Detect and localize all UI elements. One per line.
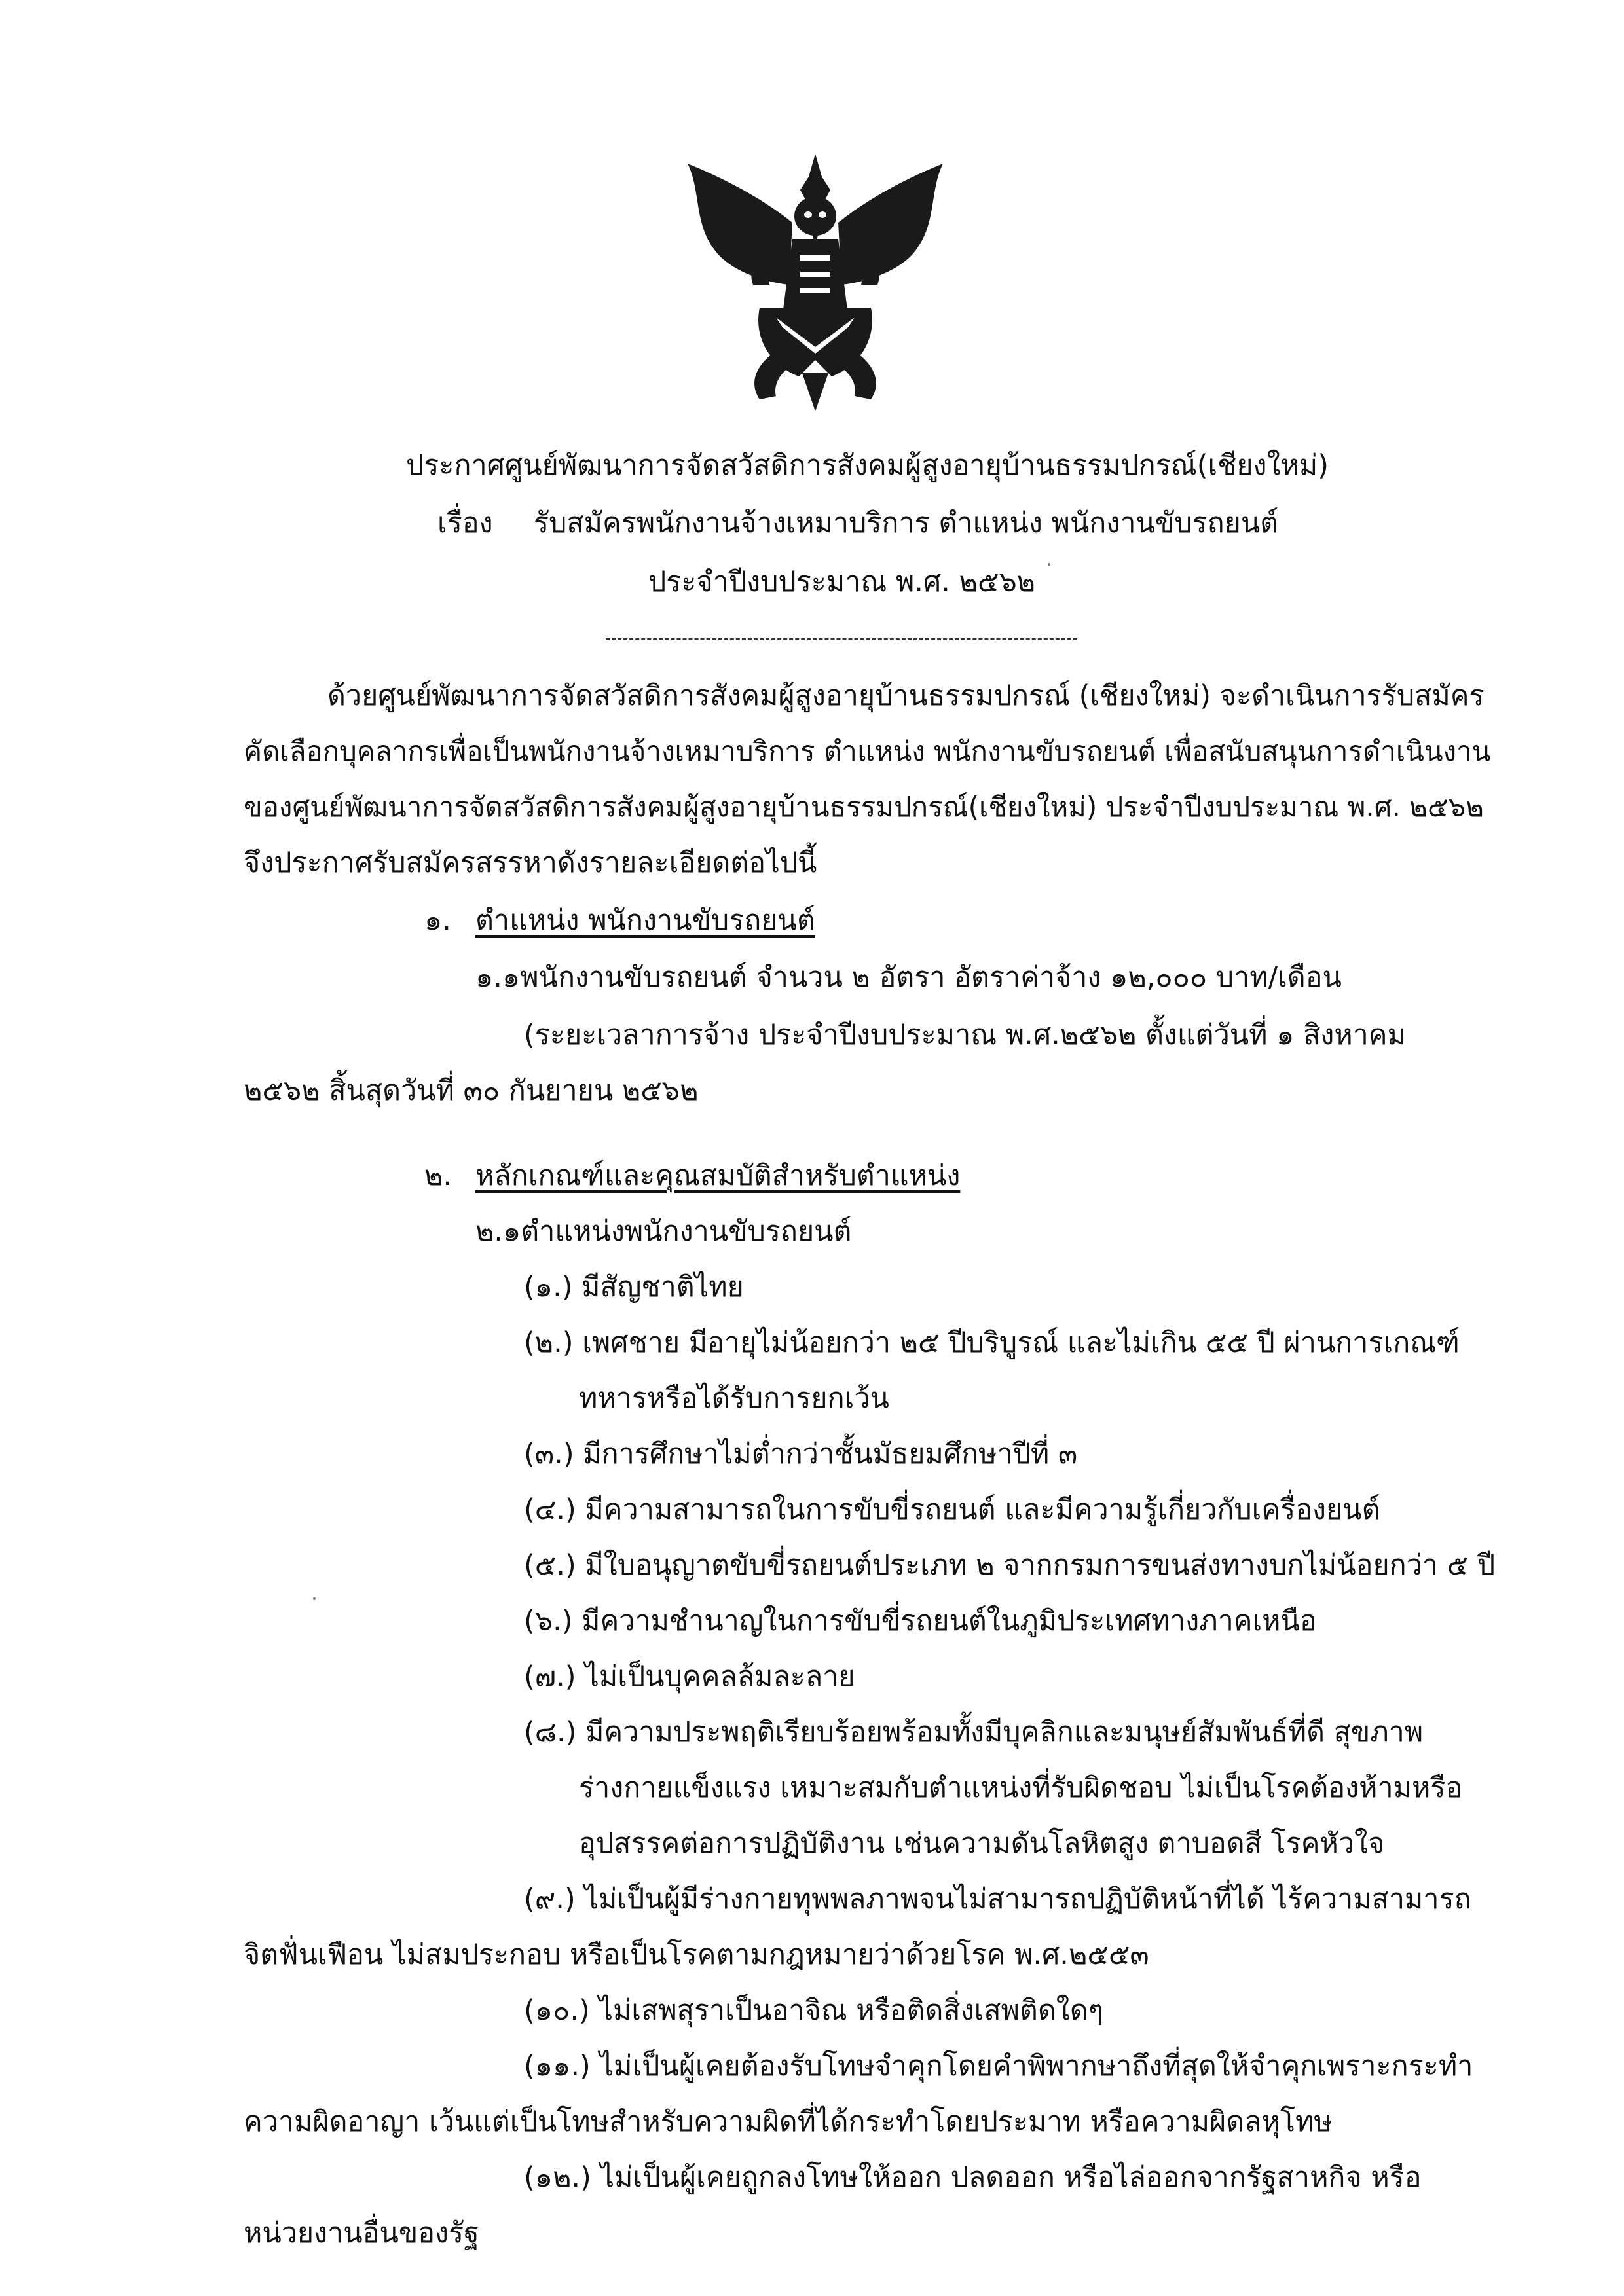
intro-line-4: จึงประกาศรับสมัครสรรหาดังรายละเอียดต่อไปนี้ <box>244 847 817 879</box>
qualification-11-line-2: ความผิดอาญา เว้นแต่เป็นโทษสำหรับความผิดที่ได้กระทำโดยประมาท หรือความผิดลหุโทษ <box>244 2105 1333 2138</box>
qualification-12-line-1: (๑๒.) ไม่เป็นผู้เคยถูกลงโทษให้ออก ปลดออก หรือไล่ออกจากรัฐสาหกิจ หรือ <box>524 2161 1422 2194</box>
section-1-period-line-1: (ระยะเวลาการจ้าง ประจำปีงบประมาณ พ.ศ.๒๕๖๒ ตั้งแต่วันที่ ๑ สิงหาคม <box>524 1019 1406 1051</box>
qualification-12-line-2: หน่วยงานอื่นของรัฐ <box>244 2217 479 2250</box>
section-1-number: ๑. <box>424 904 451 937</box>
section-2-number: ๒. <box>424 1159 452 1192</box>
announcement-title: ประกาศศูนย์พัฒนาการจัดสวัสดิการสังคมผู้สูงอายุบ้านธรรมปกรณ์(เชียงใหม่) <box>406 449 1329 482</box>
intro-line-1: ด้วยศูนย์พัฒนาการจัดสวัสดิการสังคมผู้สูงอายุบ้านธรรมปกรณ์ (เชียงใหม่) จะดำเนินการรับสมัคร <box>327 680 1485 712</box>
qualification-1: (๑.) มีสัญชาติไทย <box>524 1271 744 1303</box>
garuda-emblem-icon <box>661 151 969 412</box>
qualification-2-line-1: (๒.) เพศชาย มีอายุไม่น้อยกว่า ๒๕ ปีบริบูรณ์ และไม่เกิน ๕๕ ปี ผ่านการเกณฑ์ <box>524 1326 1460 1359</box>
qualification-11-line-1: (๑๑.) ไม่เป็นผู้เคยต้องรับโทษจำคุกโดยคำพิพากษาถึงที่สุดให้จำคุกเพราะกระทำ <box>524 2050 1473 2083</box>
section-1-heading: ตำแหน่ง พนักงานขับรถยนต์ <box>475 904 815 937</box>
subject-label: เรื่อง <box>437 507 493 539</box>
qualification-5: (๕.) มีใบอนุญาตขับขี่รถยนต์ประเภท ๒ จากกรมการขนส่งทางบกไม่น้อยกว่า ๕ ปี <box>524 1549 1496 1582</box>
qualification-7: (๗.) ไม่เป็นบุคคลล้มละลาย <box>524 1660 855 1693</box>
section-1-period-line-2: ๒๕๖๒ สิ้นสุดวันที่ ๓๐ กันยายน ๒๕๖๒ <box>244 1074 699 1107</box>
section-2-heading: หลักเกณฑ์และคุณสมบัติสำหรับตำแหน่ง <box>475 1159 961 1192</box>
qualification-2-line-2: ทหารหรือได้รับการยกเว้น <box>579 1382 889 1415</box>
qualification-8-line-1: (๘.) มีความประพฤติเรียบร้อยพร้อมทั้งมีบุคลิกและมนุษย์สัมพันธ์ที่ดี สุขภาพ <box>524 1716 1424 1749</box>
scan-speck <box>1048 563 1050 566</box>
subject-text: รับสมัครพนักงานจ้างเหมาบริการ ตำแหน่ง พนักงานขับรถยนต์ <box>534 507 1279 539</box>
intro-line-2: คัดเลือกบุคลากรเพื่อเป็นพนักงานจ้างเหมาบริการ ตำแหน่ง พนักงานขับรถยนต์ เพื่อสนับสนุนการดำเนินงาน <box>244 735 1491 767</box>
fiscal-year: ประจำปีงบประมาณ พ.ศ. ๒๕๖๒ <box>648 566 1036 598</box>
header-divider <box>606 638 1077 640</box>
qualification-6: (๖.) มีความชำนาญในการขับขี่รถยนต์ในภูมิประเทศทางภาคเหนือ <box>524 1605 1317 1637</box>
section-2-sub: ๒.๑ตำแหน่งพนักงานขับรถยนต์ <box>475 1215 852 1248</box>
qualification-8-line-2: ร่างกายแข็งแรง เหมาะสมกับตำแหน่งที่รับผิดชอบ ไม่เป็นโรคต้องห้ามหรือ <box>579 1772 1463 1804</box>
qualification-9-line-2: จิตฟั่นเฟือน ไม่สมประกอบ หรือเป็นโรคตามกฎหมายว่าด้วยโรค พ.ศ.๒๕๕๓ <box>244 1939 1149 1971</box>
intro-line-3: ของศูนย์พัฒนาการจัดสวัสดิการสังคมผู้สูงอายุบ้านธรรมปกรณ์(เชียงใหม่) ประจำปีงบประมาณ พ.ศ. ๒๕๖๒ <box>244 791 1484 823</box>
qualification-9-line-1: (๙.) ไม่เป็นผู้มีร่างกายทุพพลภาพจนไม่สามารถปฏิบัติหน้าที่ได้ ไร้ความสามารถ <box>524 1883 1471 1916</box>
qualification-3: (๓.) มีการศึกษาไม่ต่ำกว่าชั้นมัธยมศึกษาปีที่ ๓ <box>524 1438 1078 1470</box>
section-1-item: ๑.๑พนักงานขับรถยนต์ จำนวน ๒ อัตรา อัตราค่าจ้าง ๑๒,๐๐๐ บาท/เดือน <box>475 961 1342 994</box>
qualification-8-line-3: อุปสรรคต่อการปฏิบัติงาน เช่นความดันโลหิตสูง ตาบอดสี โรคหัวใจ <box>579 1827 1385 1860</box>
qualification-10: (๑๐.) ไม่เสพสุราเป็นอาจิณ หรือติดสิ่งเสพติดใดๆ <box>524 1994 1103 2027</box>
qualification-4: (๔.) มีความสามารถในการขับขี่รถยนต์ และมีความรู้เกี่ยวกับเครื่องยนต์ <box>524 1493 1380 1526</box>
scan-speck <box>313 1597 316 1600</box>
